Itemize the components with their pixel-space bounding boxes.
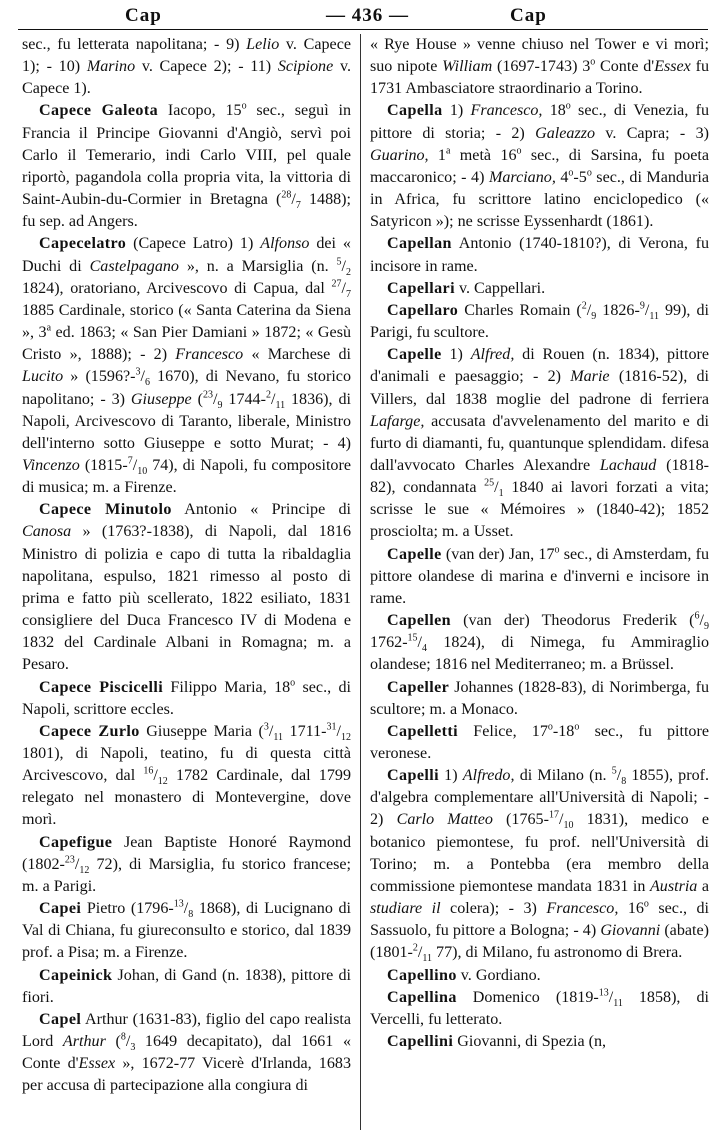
dictionary-entry bbox=[22, 898, 351, 964]
entry-text: 4 bbox=[555, 168, 569, 186]
entry-subscript: 6 bbox=[144, 377, 150, 389]
entry-text: 99), di Parigi, fu scultore. bbox=[370, 301, 709, 342]
entry-italic: Arthur bbox=[62, 1033, 106, 1051]
entry-text: 1670), di Nevano, fu storico napolitano; - 3) bbox=[22, 368, 351, 408]
entry-headword: Capece Zurlo bbox=[39, 722, 140, 740]
entry-headword: Capece Piscicelli bbox=[39, 678, 164, 696]
dictionary-entry bbox=[22, 1009, 351, 1098]
entry-headword: Capellaro bbox=[387, 301, 459, 319]
entry-italic: Castelpagano bbox=[89, 257, 179, 275]
entry-italic: Galeazzo bbox=[535, 124, 596, 142]
entry-headword: Capellan bbox=[387, 235, 452, 253]
entry-text: Filippo Maria, 18 bbox=[163, 678, 291, 696]
entry-text: (abate) (1801- bbox=[370, 922, 709, 962]
entry-superscript: 27 bbox=[331, 278, 342, 290]
entry-subscript: 4 bbox=[422, 643, 428, 655]
entry-text: 1858), di Vercelli, fu letterato. bbox=[370, 988, 709, 1028]
entry-headword: Capeinick bbox=[39, 966, 113, 984]
entry-superscript: 3 bbox=[135, 366, 141, 378]
entry-subscript: 10 bbox=[137, 466, 148, 478]
entry-subscript: 12 bbox=[341, 732, 351, 744]
dictionary-entry bbox=[370, 721, 709, 765]
entry-text: 1868), di Lucignano di Val di Chiana, fu giureconsulto e storico, dal 1839 prof. a Pisa; m. a Firenze. bbox=[22, 900, 351, 962]
entry-text: / bbox=[699, 612, 704, 630]
entry-subscript: 10 bbox=[563, 820, 574, 832]
dictionary-entry bbox=[370, 987, 709, 1031]
entry-text: (Capece Latro) 1) bbox=[126, 235, 261, 253]
entry-text: Domenico (1819- bbox=[456, 988, 599, 1006]
dictionary-entry bbox=[22, 832, 351, 898]
entry-superscript: 23 bbox=[64, 854, 75, 866]
entry-text: / bbox=[336, 722, 341, 740]
entry-superscript: 16 bbox=[143, 765, 154, 777]
entry-superscript: a bbox=[445, 145, 451, 157]
entry-text: sec., di Amsterdam, fu pittore olandese di marina e d'inverni e incisore in rame. bbox=[370, 545, 709, 607]
dictionary-entry bbox=[370, 233, 709, 277]
entry-text: di Milano (n. bbox=[514, 767, 612, 785]
entry-italic: Canosa bbox=[22, 523, 72, 541]
entry-text: / bbox=[74, 855, 80, 873]
entry-text: 18 bbox=[542, 102, 566, 120]
entry-superscript: o bbox=[516, 145, 522, 157]
entry-italic: Lucito bbox=[22, 368, 64, 386]
entry-text: (1815- bbox=[79, 456, 128, 474]
entry-superscript: 31 bbox=[326, 721, 337, 733]
entry-text: sec., fu pittore veronese. bbox=[370, 722, 709, 762]
entry-italic: Marciano, bbox=[488, 168, 556, 186]
entry-text: 72), di Marsiglia, fu storico francese; m. a Parigi. bbox=[22, 855, 351, 895]
entry-superscript: 7 bbox=[127, 455, 133, 467]
dictionary-entry bbox=[22, 233, 351, 499]
entry-subscript: 9 bbox=[217, 399, 223, 411]
dictionary-entry bbox=[22, 677, 351, 721]
entry-italic: Marie bbox=[570, 368, 610, 386]
entry-italic: Francesco, bbox=[546, 900, 619, 918]
page-header bbox=[0, 0, 718, 32]
entry-subscript: 7 bbox=[346, 288, 351, 300]
entry-subscript: 11 bbox=[273, 732, 284, 744]
entry-superscript: 23 bbox=[203, 389, 213, 401]
entry-subscript: 8 bbox=[621, 776, 627, 788]
entry-text: Arthur (1631-83), figlio del capo realista Lord bbox=[22, 1010, 351, 1051]
entry-text: v. Capece 1). bbox=[22, 58, 351, 98]
running-head-right: Cap bbox=[510, 5, 547, 26]
dictionary-entry bbox=[370, 300, 709, 344]
header-rule bbox=[18, 29, 708, 30]
entry-headword: Capel bbox=[39, 1010, 82, 1028]
entry-text: v. Capece 2); - 11) bbox=[135, 58, 278, 76]
entry-headword: Capece Galeota bbox=[39, 102, 159, 120]
entry-headword: Capece Minutolo bbox=[39, 501, 172, 519]
entry-text: / bbox=[341, 279, 346, 297]
entry-text: / bbox=[132, 456, 138, 474]
entry-text: Conte d' bbox=[595, 58, 655, 76]
entry-text: / bbox=[616, 767, 622, 785]
entry-text: v. Capra; - 3) bbox=[595, 124, 709, 142]
dictionary-entry bbox=[22, 100, 351, 233]
entry-superscript: 2 bbox=[412, 943, 418, 955]
entry-text: 1744- bbox=[222, 390, 266, 408]
entry-text: sec., di Manduria in Africa, fu scrittore latino enciclopedico (« Satyricon »); ne scrisse Eyssenhardt (1861). bbox=[370, 168, 709, 231]
entry-subscript: 11 bbox=[613, 997, 623, 1009]
entry-superscript: 13 bbox=[598, 987, 609, 999]
entry-text: Antonio (1740-1810?), di Verona, fu incisore in rame. bbox=[370, 235, 709, 275]
entry-headword: Capella bbox=[387, 102, 443, 120]
entry-superscript: o bbox=[643, 898, 649, 910]
entry-superscript: 2 bbox=[581, 300, 587, 312]
entry-text: dei « Duchi di bbox=[22, 235, 351, 275]
entry-text: (1765- bbox=[492, 811, 549, 829]
entry-superscript: 8 bbox=[120, 1031, 126, 1043]
dictionary-entry bbox=[370, 34, 709, 100]
dictionary-entry bbox=[370, 544, 709, 610]
entry-text: 1824), di Nimega, fu Ammiraglio olandese; 1816 nel Mediterraneo; m. a Brüssel. bbox=[370, 634, 709, 674]
entry-text: / bbox=[417, 944, 423, 962]
entry-superscript: 5 bbox=[611, 765, 617, 777]
entry-text: 16 bbox=[618, 900, 644, 918]
right-column bbox=[370, 34, 709, 1053]
entry-italic: Giovanni bbox=[600, 922, 661, 940]
entry-italic: Francesco, bbox=[470, 102, 543, 120]
entry-italic: Vincenzo bbox=[22, 456, 80, 474]
entry-superscript: 2 bbox=[265, 389, 271, 401]
entry-text: 1885 Cardinale, storico (« Santa Caterina da Siena », 3 bbox=[22, 301, 351, 342]
entry-text: » (1763?-1838), di Napoli, dal 1816 Ministro di polizia e capo di tutta la ribaldaglia napolitana, espulso, 1821 rimesso al posto di prima e fatto più scellerato, 1822 esiliato, 1831 consigliere del Duca Francesco IV di Modena e 1832 del Cardinale Albani in Romagna; m. a Pesaro. bbox=[22, 523, 351, 674]
entry-text: Johannes (1828-83), di Norimberga, fu scultore; m. a Monaco. bbox=[370, 678, 709, 718]
entry-text: 1801), di Napoli, teatino, fu di questa città Arcivescovo, dal bbox=[22, 745, 351, 785]
entry-text: colera); - 3) bbox=[440, 900, 547, 918]
entry-headword: Capelle bbox=[387, 346, 442, 364]
entry-text: 1) bbox=[442, 102, 471, 120]
entry-headword: Capellen bbox=[387, 612, 451, 630]
entry-text: (van der) Theodorus Frederik ( bbox=[451, 612, 695, 630]
entry-text: (van der) Jan, 17 bbox=[441, 545, 555, 563]
entry-superscript: 28 bbox=[281, 189, 292, 201]
entry-superscript: 13 bbox=[173, 898, 184, 910]
entry-text: », n. a Marsiglia (n. bbox=[178, 257, 337, 275]
entry-subscript: 9 bbox=[704, 621, 709, 633]
entry-text: 1488); fu sep. ad Angers. bbox=[22, 191, 351, 231]
entry-text: ( bbox=[105, 1033, 121, 1051]
entry-text: (1816-52), di Villers, dal 1838 moglie del padrone di ferriera bbox=[370, 368, 709, 408]
page-number: — 436 — bbox=[326, 5, 409, 26]
entry-text: 1649 decapitato), dal 1661 « Conte d' bbox=[22, 1033, 351, 1073]
entry-superscript: 25 bbox=[484, 477, 495, 489]
entry-text: metà 16 bbox=[450, 146, 517, 164]
entry-text: ( bbox=[191, 390, 203, 408]
dictionary-entry bbox=[370, 344, 709, 543]
entry-subscript: 11 bbox=[422, 953, 433, 965]
entry-text: sec., di Sassuolo, fu pittore a Bologna; - 4) bbox=[370, 900, 709, 940]
entry-text: / bbox=[417, 634, 423, 652]
dictionary-entry bbox=[370, 1031, 709, 1053]
entry-text: / bbox=[270, 390, 276, 408]
entry-text: 1826- bbox=[596, 301, 640, 319]
entry-text: -5 bbox=[573, 168, 587, 186]
running-head-left: Cap bbox=[125, 5, 162, 26]
entry-superscript: 9 bbox=[639, 300, 645, 312]
entry-text: v. Cappellari. bbox=[454, 279, 546, 297]
entry-text: 1762- bbox=[370, 634, 408, 652]
entry-text: 1782 Cardinale, dal 1799 relegato nel monastero di Montevergine, dove morì. bbox=[22, 767, 351, 829]
entry-headword: Capeller bbox=[387, 678, 450, 696]
entry-headword: Capellini bbox=[387, 1033, 454, 1051]
entry-italic: Lachaud bbox=[599, 456, 657, 474]
dictionary-entry bbox=[22, 721, 351, 832]
entry-headword: Capefigue bbox=[39, 833, 113, 851]
entry-text: 1711- bbox=[283, 722, 327, 740]
entry-text: Felice, 17 bbox=[458, 722, 548, 740]
entry-text: (1697-1743) 3 bbox=[492, 58, 591, 76]
entry-subscript: 8 bbox=[188, 909, 194, 921]
entry-subscript: 11 bbox=[649, 311, 659, 323]
entry-text: / bbox=[608, 988, 614, 1006]
entry-italic: Giuseppe bbox=[130, 390, 192, 408]
entry-text: 1831), medico e botanico piemontese, fu prof. nell'Università di Torino; m. a Pontebba (era membro della commissione piemontese mandata 1831 in bbox=[370, 811, 710, 895]
entry-text: », 1672-77 Vicerè d'Irlanda, 1683 per accusa di partecipazione alla congiura di bbox=[22, 1055, 351, 1095]
entry-text: 1824), oratoriano, Arcivescovo di Capua, dal bbox=[22, 279, 332, 297]
entry-text: 77), di Milano, fu astronomo di Brera. bbox=[432, 944, 683, 962]
entry-superscript: 15 bbox=[407, 632, 418, 644]
entry-headword: Capellina bbox=[387, 988, 457, 1006]
entry-text: « Marchese di bbox=[243, 346, 352, 364]
dictionary-entry bbox=[22, 499, 351, 676]
entry-subscript: 3 bbox=[130, 1042, 136, 1054]
entry-text: / bbox=[291, 191, 296, 209]
entry-headword: Capecelatro bbox=[39, 235, 127, 253]
dictionary-entry bbox=[22, 965, 351, 1009]
entry-subscript: 7 bbox=[295, 200, 301, 212]
column-divider bbox=[360, 34, 361, 1130]
dictionary-entry bbox=[22, 34, 351, 100]
entry-text: a bbox=[697, 877, 710, 895]
entry-text: 1855), prof. d'algebra complementare all'Università di Napoli; - 2) bbox=[370, 767, 710, 829]
entry-text: / bbox=[494, 479, 499, 497]
entry-text: Johan, di Gand (n. 1838), pittore di fiori. bbox=[22, 966, 351, 1006]
entry-text: v. Capece 1); - 10) bbox=[22, 36, 351, 76]
entry-text: / bbox=[183, 900, 189, 918]
entry-headword: Capelletti bbox=[387, 722, 459, 740]
entry-headword: Capei bbox=[39, 900, 82, 918]
entry-text: » (1596?- bbox=[63, 368, 136, 386]
entry-text: / bbox=[558, 811, 564, 829]
entry-superscript: o bbox=[547, 721, 553, 733]
entry-text: 1) bbox=[441, 346, 471, 364]
entry-italic: Marino bbox=[86, 58, 136, 76]
entry-text: -18 bbox=[552, 722, 575, 740]
entry-italic: Guarino, bbox=[370, 146, 429, 164]
entry-superscript: o bbox=[574, 721, 580, 733]
entry-text: / bbox=[153, 767, 158, 785]
dictionary-entry bbox=[370, 610, 709, 676]
entry-superscript: o bbox=[586, 167, 592, 179]
entry-text: accusata d'avvelenamento del marito e di furto di diamanti, fu, quantunque splendidam. difesa dall'avvocato Charles Alexandre bbox=[370, 412, 709, 474]
entry-text: Charles Romain ( bbox=[458, 301, 582, 319]
entry-italic: Alfredo, bbox=[462, 767, 515, 785]
entry-text: Jean Baptiste Honoré Raymond (1802- bbox=[22, 833, 351, 873]
entry-italic: Francesco bbox=[175, 346, 244, 364]
left-column bbox=[22, 34, 351, 1098]
dictionary-entry bbox=[370, 965, 709, 987]
entry-text: 1 bbox=[428, 146, 446, 164]
entry-italic: Lafarge, bbox=[370, 412, 425, 430]
entry-text: Iacopo, 15 bbox=[158, 102, 242, 120]
entry-italic: Carlo Matteo bbox=[396, 811, 493, 829]
entry-superscript: 5 bbox=[336, 256, 342, 268]
entry-text: / bbox=[125, 1033, 131, 1051]
entry-subscript: 1 bbox=[498, 488, 504, 500]
entry-text: ed. 1863; « San Pier Damiani » 1872; « Gesù Cristo », 1888); - 2) bbox=[22, 324, 351, 364]
entry-superscript: 17 bbox=[548, 810, 559, 822]
entry-italic: Lelio bbox=[246, 36, 280, 53]
entry-italic: Austria bbox=[649, 877, 698, 895]
entry-text: sec., fu letterata napolitana; - 9) bbox=[22, 36, 247, 53]
entry-superscript: o bbox=[241, 101, 247, 113]
entry-superscript: 6 bbox=[694, 610, 700, 622]
entry-italic: Alfred, bbox=[470, 346, 515, 364]
entry-text: Giovanni, di Spezia (n, bbox=[453, 1033, 607, 1051]
dictionary-entry bbox=[370, 278, 709, 300]
entry-text: / bbox=[341, 257, 346, 275]
entry-text: di Rouen (n. 1834), pittore d'animali e paesaggio; - 2) bbox=[370, 346, 709, 386]
entry-text: 1840 ai lavori forzati a vita; scrisse le sue « Mémoires » (1840-42); 1852 prosciolta; m. a Usset. bbox=[370, 479, 709, 541]
entry-text: / bbox=[586, 301, 592, 319]
entry-italic: Scipione bbox=[277, 58, 334, 76]
entry-superscript: o bbox=[554, 544, 560, 556]
entry-italic: Alfonso bbox=[260, 235, 310, 253]
entry-text: Pietro (1796- bbox=[81, 900, 174, 918]
entry-italic: Essex bbox=[654, 58, 691, 76]
entry-text: Antonio « Principe di bbox=[171, 501, 352, 519]
entry-subscript: 11 bbox=[275, 399, 286, 411]
entry-superscript: 3 bbox=[263, 721, 269, 733]
entry-text: fu 1731 Ambasciatore straordinario a Torino. bbox=[370, 58, 710, 98]
entry-text: sec., di Venezia, fu pittore di storia; - 2) bbox=[370, 102, 710, 142]
entry-text: / bbox=[644, 301, 650, 319]
entry-italic: studiare il bbox=[370, 900, 441, 918]
entry-subscript: 9 bbox=[591, 311, 597, 323]
entry-text: v. Gordiano. bbox=[456, 966, 541, 984]
entry-text: (1818-82), condannata bbox=[370, 456, 709, 497]
entry-subscript: 12 bbox=[79, 865, 90, 876]
entry-text: sec., di Napoli, scrittore eccles. bbox=[22, 678, 351, 718]
entry-text: / bbox=[213, 390, 218, 408]
entry-superscript: o bbox=[290, 677, 296, 689]
entry-text: 1) bbox=[438, 767, 463, 785]
dictionary-entry bbox=[370, 677, 709, 721]
entry-superscript: o bbox=[568, 167, 574, 179]
entry-text: 74), di Napoli, fu compositore di musica; m. a Firenze. bbox=[22, 456, 351, 497]
entry-text: 1836), di Napoli, Arcivescovo di Taranto, liberale, Ministro dell'interno sotto Giuseppe e sotto Murat; - 4) bbox=[22, 390, 351, 452]
entry-headword: Capellino bbox=[387, 966, 457, 984]
dictionary-entry bbox=[370, 765, 709, 964]
entry-subscript: 12 bbox=[157, 776, 168, 788]
entry-italic: Essex bbox=[78, 1055, 116, 1073]
dictionary-entry bbox=[370, 100, 709, 233]
entry-superscript: o bbox=[590, 56, 596, 68]
entry-headword: Capellari bbox=[387, 279, 455, 297]
entry-text: sec., seguì in Francia il Principe Giovanni d'Angiò, servì poi Carlo il Temerario, indi Carlo VIII, pel quale riportò, pagandola colla propria vita, la vittoria di Saint-Aubin-du-Cormier in Bretagna ( bbox=[22, 102, 352, 209]
entry-superscript: a bbox=[46, 322, 52, 334]
entry-text: sec., di Sarsina, fu poeta maccaronico; - 4) bbox=[370, 146, 710, 186]
entry-headword: Capelle bbox=[387, 545, 442, 563]
entry-superscript: o bbox=[565, 101, 571, 113]
entry-text: Giuseppe Maria ( bbox=[139, 722, 264, 740]
entry-text: « Rye House » venne chiuso nel Tower e vi morì; suo nipote bbox=[370, 36, 709, 76]
entry-italic: William bbox=[442, 58, 493, 76]
entry-text: / bbox=[140, 368, 145, 386]
entry-text: / bbox=[268, 722, 274, 740]
entry-subscript: 2 bbox=[345, 266, 351, 278]
entry-headword: Capelli bbox=[387, 767, 439, 785]
